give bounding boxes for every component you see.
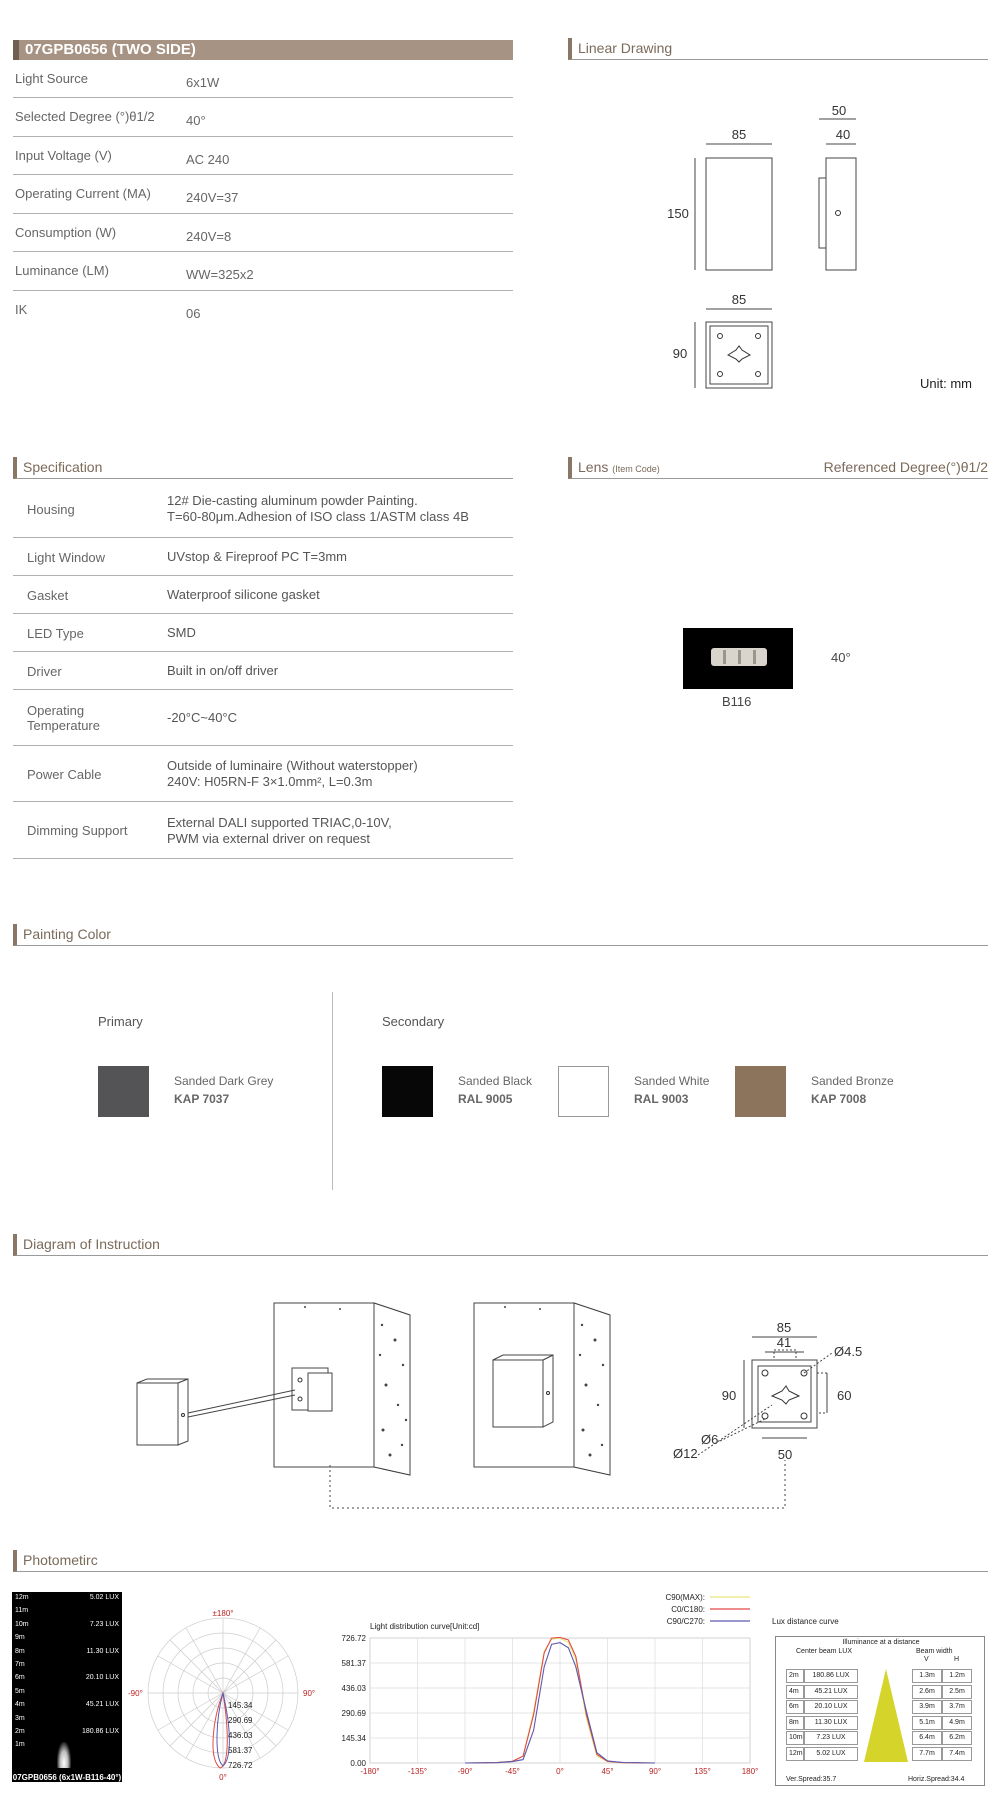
spec-row	[13, 690, 513, 746]
color-label	[811, 1072, 894, 1108]
lux-row-v: 1.3m	[912, 1669, 942, 1683]
lux-row	[786, 1685, 976, 1699]
chart-ytick: 726.72	[341, 1634, 366, 1643]
spec-row-label: Light Window	[27, 549, 106, 565]
lux-row	[786, 1747, 976, 1761]
product-row-label: Operating Current (MA)	[15, 186, 151, 201]
beam-distance: 12m	[15, 1594, 29, 1601]
lux-col-beam: Beam width	[916, 1648, 953, 1655]
lux-row-distance: 4m	[786, 1685, 804, 1699]
spec-row-value: UVstop & Fireproof PC T=3mm	[167, 549, 348, 564]
lens-image	[683, 628, 793, 689]
spec-row-value: Waterproof silicone gasket	[167, 587, 320, 602]
chart-xtick: 180°	[741, 1767, 759, 1776]
product-row-label: Consumption (W)	[15, 225, 117, 240]
lux-row-lux: 5.02 LUX	[804, 1747, 858, 1761]
color-label	[174, 1072, 273, 1108]
product-row	[13, 60, 513, 98]
lux-row-h: 7.4m	[942, 1747, 972, 1761]
chart-xtick: 90°	[648, 1767, 662, 1776]
light-distribution-chart	[330, 1590, 760, 1790]
product-row	[13, 291, 513, 329]
lux-row-v: 3.9m	[912, 1700, 942, 1714]
spec-row-value: Outside of luminaire (Without waterstopper) 240V: H05RN-F 3×1.0mm², L=0.3m	[167, 758, 418, 789]
polar-top-label: ±180°	[212, 1609, 234, 1618]
inst-dim-60: 60	[837, 1388, 852, 1403]
spec-row-value: External DALI supported TRIAC,0-10V, PWM via external driver on request	[167, 814, 392, 846]
color-code: KAP 7008	[811, 1092, 867, 1106]
inst-dim-d12: Ø12	[673, 1446, 698, 1461]
lens-header	[568, 457, 988, 479]
lux-col-center: Center beam LUX	[796, 1648, 853, 1655]
beam-distance: 1m	[15, 1741, 25, 1749]
product-row	[13, 214, 513, 252]
polar-bottom-label: 0°	[219, 1773, 227, 1782]
spec-row-label: Driver	[27, 663, 62, 679]
inst-dim-41: 41	[776, 1335, 792, 1350]
linear-drawing	[640, 100, 1000, 400]
polar-value: 726.72	[228, 1761, 253, 1770]
specification-title: Specification	[23, 459, 103, 475]
spec-row-value: Built in on/off driver	[167, 663, 279, 678]
lux-row-lux: 11.30 LUX	[804, 1716, 858, 1730]
lux-row-h: 4.9m	[942, 1716, 972, 1730]
chart-ytick: 145.34	[341, 1734, 366, 1743]
lux-row-distance: 8m	[786, 1716, 804, 1730]
beam-lux: 5.02 LUX	[89, 1594, 119, 1601]
polar-chart	[128, 1608, 318, 1788]
lens-degree: 40°	[831, 650, 851, 665]
polar-value: 436.03	[228, 1731, 253, 1740]
product-row-value: 6x1W	[186, 75, 220, 90]
product-row	[13, 98, 513, 137]
color-code: KAP 7037	[174, 1092, 230, 1106]
lux-row-distance: 10m	[786, 1731, 804, 1745]
color-name: Sanded White	[634, 1074, 710, 1088]
dim-side-total: 50	[831, 103, 847, 118]
primary-label: Primary	[98, 1014, 143, 1029]
product-row-value: 240V=37	[186, 190, 239, 205]
product-row-label: IK	[15, 302, 28, 317]
polar-right-label: 90°	[303, 1689, 316, 1698]
lens-title: Lens	[578, 459, 609, 475]
secondary-label: Secondary	[382, 1014, 445, 1029]
linear-drawing-header	[568, 38, 988, 60]
color-name: Sanded Black	[458, 1074, 533, 1088]
lux-curve-title: Lux distance curve	[772, 1617, 839, 1626]
polar-value: 581.37	[228, 1746, 253, 1755]
lux-row-v: 6.4m	[912, 1731, 942, 1745]
spec-row	[13, 652, 513, 690]
beam-distance: 8m	[15, 1647, 25, 1655]
lux-row-distance: 12m	[786, 1747, 804, 1761]
lux-row-h: 6.2m	[942, 1731, 972, 1745]
lux-row-v: 7.7m	[912, 1747, 942, 1761]
chart-xtick: -45°	[505, 1767, 520, 1776]
photometric-title: Photometirc	[23, 1552, 98, 1568]
product-row-value: WW=325x2	[186, 267, 254, 282]
beam-distance: 9m	[15, 1634, 25, 1642]
spec-row-value: -20°C~40°C	[167, 710, 238, 725]
beam-distance: 7m	[15, 1661, 25, 1668]
spec-row-value: 12# Die-casting aluminum powder Painting. T=60-80μm.Adhesion of ISO class 1/ASTM class 4B	[167, 493, 469, 524]
color-divider	[332, 992, 333, 1190]
chart-legend-label: C0/C180:	[671, 1605, 705, 1614]
polar-value: 290.69	[228, 1716, 253, 1725]
referenced-degree-title: Referenced Degree(°)θ1/2	[823, 459, 988, 475]
lux-ver-spread: Ver.Spread:35.7	[786, 1776, 837, 1783]
lux-row-h: 3.7m	[942, 1700, 972, 1714]
color-swatch	[735, 1066, 786, 1117]
lux-row	[786, 1700, 976, 1714]
lux-row-lux: 7.23 LUX	[804, 1731, 858, 1745]
chart-xtick: -90°	[457, 1767, 473, 1776]
beam-distance: 3m	[15, 1714, 25, 1722]
product-row-value: 06	[186, 306, 201, 321]
beam-distance: 4m	[15, 1701, 25, 1709]
beam-distance: 5m	[15, 1687, 25, 1695]
lux-row-lux: 45.21 LUX	[804, 1685, 858, 1699]
lux-row	[786, 1731, 976, 1745]
chart-xtick: -180°	[360, 1767, 380, 1776]
instruction-diagram	[120, 1295, 900, 1520]
inst-dim-hole: Ø4.5	[834, 1344, 863, 1359]
lux-row-distance: 6m	[786, 1700, 804, 1714]
lux-col-v: V	[924, 1656, 929, 1663]
inst-dim-d6: Ø6	[701, 1432, 719, 1447]
beam-lux: 45.21 LUX	[85, 1701, 119, 1709]
color-code: RAL 9005	[458, 1092, 513, 1106]
color-label	[634, 1072, 709, 1108]
lux-curve-panel	[775, 1636, 985, 1786]
lux-row-h: 2.5m	[942, 1685, 972, 1699]
spec-row	[13, 746, 513, 802]
lux-row	[786, 1669, 976, 1683]
spec-row	[13, 802, 513, 859]
chart-legend-label: C90(MAX):	[665, 1593, 705, 1602]
beam-distance: 2m	[15, 1728, 25, 1735]
chart-ytick: 290.69	[341, 1709, 366, 1718]
beam-distance: 11m	[15, 1607, 29, 1615]
product-row-label: Light Source	[15, 71, 88, 86]
product-row-label: Selected Degree (°)θ1/2	[15, 109, 155, 124]
beam-lux: 11.30 LUX	[86, 1647, 119, 1655]
lux-row	[786, 1716, 976, 1730]
color-code: RAL 9003	[634, 1092, 689, 1106]
spec-row	[13, 614, 513, 652]
spec-row-label: Operating Temperature	[27, 703, 100, 733]
spec-row-label: Housing	[27, 501, 75, 517]
color-label	[458, 1072, 532, 1108]
polar-left-label: -90°	[128, 1689, 143, 1698]
lux-hor-spread: Horiz.Spread:34.4	[908, 1776, 965, 1783]
product-row	[13, 175, 513, 214]
unit-label: Unit: mm	[920, 376, 972, 391]
product-code-header: 07GPB0656 (TWO SIDE)	[13, 40, 513, 60]
lux-row-lux: 20.10 LUX	[804, 1700, 858, 1714]
product-row	[13, 252, 513, 291]
chart-title: Light distribution curve[Unit:cd]	[370, 1622, 480, 1631]
chart-ytick: 581.37	[341, 1659, 366, 1668]
dim-front-width: 85	[731, 127, 747, 142]
product-row-value: AC 240	[186, 152, 230, 167]
beam-distance: 6m	[15, 1674, 25, 1682]
inst-dim-85: 85	[776, 1320, 792, 1335]
painting-color-header	[13, 924, 988, 946]
spec-row-label: Gasket	[27, 587, 69, 603]
dim-height: 150	[667, 206, 689, 221]
beam-lux: 180.86 LUX	[82, 1728, 119, 1735]
spec-row	[13, 576, 513, 614]
color-swatch	[98, 1066, 149, 1117]
lux-row-v: 5.1m	[912, 1716, 942, 1730]
spec-row-label: Dimming Support	[27, 823, 128, 838]
lux-row-v: 2.6m	[912, 1685, 942, 1699]
dim-top-depth: 90	[672, 346, 688, 361]
product-row-label: Input Voltage (V)	[15, 148, 112, 163]
product-row	[13, 137, 513, 175]
photometric-header	[13, 1550, 988, 1572]
color-name: Sanded Bronze	[811, 1074, 894, 1088]
instruction-title: Diagram of Instruction	[23, 1236, 160, 1252]
inst-dim-50: 50	[777, 1447, 793, 1462]
inst-dim-90: 90	[721, 1388, 737, 1403]
lens-title-small: (Item Code)	[612, 464, 660, 474]
spec-row	[13, 480, 513, 538]
chart-legend-label: C90/C270:	[666, 1617, 705, 1626]
lux-col-h: H	[954, 1656, 960, 1663]
spec-row	[13, 538, 513, 576]
specification-header	[13, 457, 513, 479]
polar-value: 145.34	[228, 1701, 253, 1710]
chart-xtick: 0°	[556, 1767, 564, 1776]
linear-drawing-title: Linear Drawing	[578, 40, 673, 56]
chart-ytick: 0.00	[350, 1759, 366, 1768]
beam-distance: 10m	[15, 1620, 29, 1628]
product-row-value: 240V=8	[186, 229, 232, 244]
instruction-header	[13, 1234, 988, 1256]
lux-row-distance: 2m	[786, 1669, 804, 1683]
painting-color-title: Painting Color	[23, 926, 111, 942]
color-swatch	[382, 1066, 433, 1117]
spec-row-label: Power Cable	[27, 766, 102, 782]
chart-xtick: 45°	[601, 1767, 614, 1776]
beam-lux: 7.23 LUX	[89, 1620, 119, 1628]
lux-row-lux: 180.86 LUX	[804, 1669, 858, 1683]
lens-code: B116	[722, 694, 752, 709]
color-swatch	[558, 1066, 609, 1117]
spec-row-label: LED Type	[27, 625, 84, 641]
chart-ytick: 436.03	[341, 1684, 366, 1693]
product-row-label: Luminance (LM)	[15, 263, 109, 278]
color-name: Sanded Dark Grey	[174, 1074, 274, 1088]
beam-lux: 20.10 LUX	[85, 1674, 119, 1682]
beam-caption: 07GPB0656 (6x1W-B116-40°)	[12, 1773, 122, 1782]
beam-image	[12, 1592, 122, 1782]
chart-xtick: -135°	[407, 1767, 428, 1776]
lux-curve-header: Illuminance at a distance	[842, 1639, 920, 1646]
chart-xtick: 135°	[694, 1767, 711, 1776]
lux-row-h: 1.2m	[942, 1669, 972, 1683]
dim-top-width: 85	[731, 292, 747, 307]
dim-side-depth: 40	[835, 127, 851, 142]
product-row-value: 40°	[186, 113, 206, 128]
spec-row-value: SMD	[167, 625, 196, 640]
